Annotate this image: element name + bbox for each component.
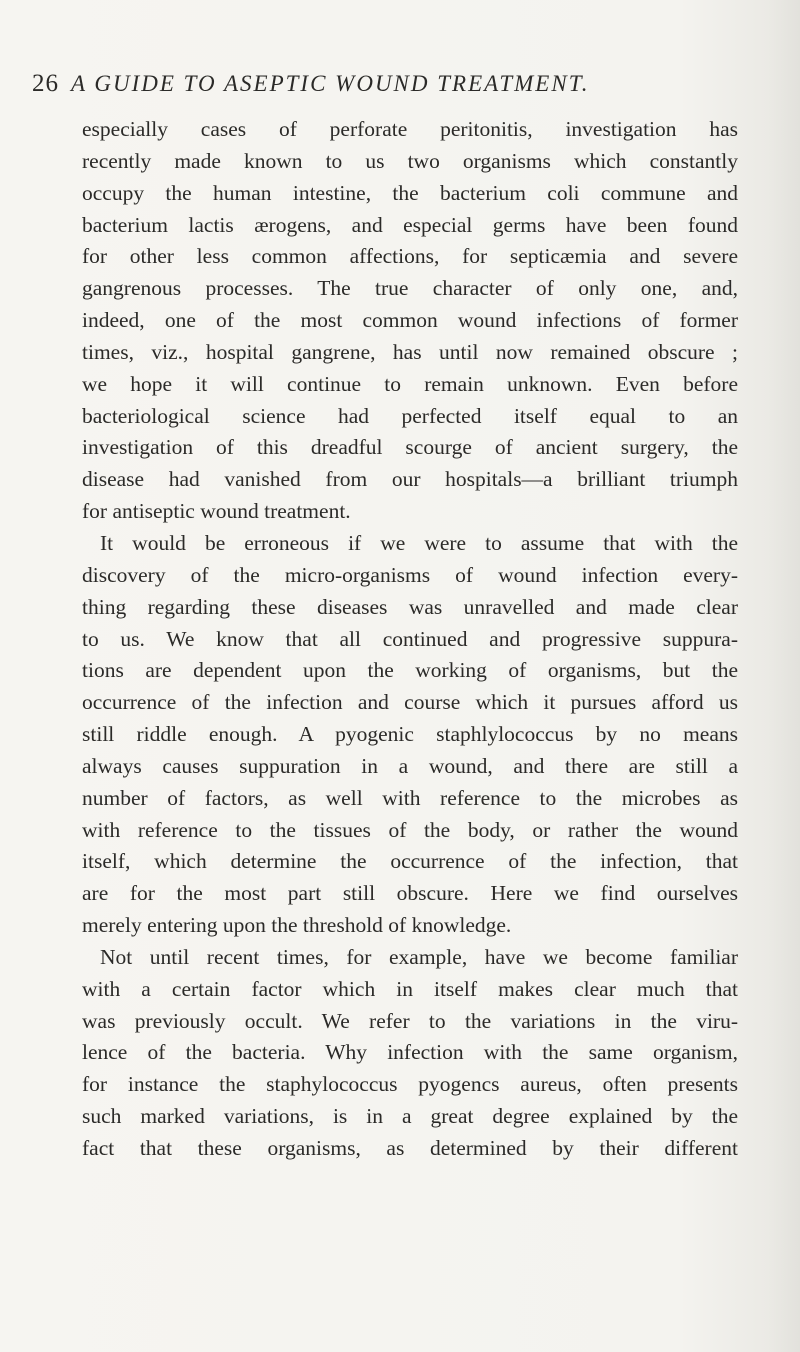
text-line: investigation of this dreadful scourge of ancient surgery, the — [82, 435, 738, 460]
paragraph — [82, 942, 738, 1165]
text-line: for instance the staphylococcus pyogencs aureus, often presents — [82, 1072, 738, 1097]
text-line: was previously occult. We refer to the variations in the viru- — [82, 1008, 738, 1033]
text-line: occurrence of the infection and course which it pursues afford us — [82, 690, 738, 715]
text-line: bacteriological science had perfected itself equal to an — [82, 403, 738, 428]
running-head — [32, 70, 752, 104]
text-line: number of factors, as well with reference to the microbes as — [82, 785, 738, 810]
text-line: gangrenous processes. The true character of only one, and, — [82, 276, 738, 301]
text-line: Not until recent times, for example, have we become familiar — [100, 944, 738, 969]
text-line: still riddle enough. A pyogenic staphlylococcus by no means — [82, 722, 738, 747]
text-line: thing regarding these diseases was unravelled and made clear — [82, 594, 738, 619]
text-line: are for the most part still obscure. Here we find ourselves — [82, 881, 738, 906]
text-line: indeed, one of the most common wound infections of former — [82, 308, 738, 333]
text-line: to us. We know that all continued and progressive suppura- — [82, 626, 738, 651]
body-text — [82, 114, 738, 1165]
text-line: It would be erroneous if we were to assume that with the — [100, 530, 738, 555]
paragraph — [82, 114, 738, 528]
text-line: always causes suppuration in a wound, and there are still a — [82, 753, 738, 778]
text-line: discovery of the micro-organisms of wound infection every- — [82, 562, 738, 587]
text-line: occupy the human intestine, the bacterium coli commune and — [82, 180, 738, 205]
text-line: tions are dependent upon the working of organisms, but the — [82, 658, 738, 683]
text-line: fact that these organisms, as determined by their different — [82, 1136, 738, 1160]
text-line: especially cases of perforate peritonitis, investigation has — [82, 117, 738, 141]
text-line: times, viz., hospital gangrene, has until now remained obscure ; — [82, 339, 738, 364]
text-line: with a certain factor which in itself makes clear much that — [82, 976, 738, 1001]
paragraph — [82, 528, 738, 942]
text-line: with reference to the tissues of the body, or rather the wound — [82, 817, 738, 842]
text-line: we hope it will continue to remain unknown. Even before — [82, 371, 738, 396]
page-number: 26 — [32, 70, 59, 97]
text-line: for antiseptic wound treatment. — [82, 499, 351, 524]
text-line: such marked variations, is in a great degree explained by the — [82, 1104, 738, 1129]
text-line: merely entering upon the threshold of knowledge. — [82, 913, 512, 938]
running-head-title: A GUIDE TO ASEPTIC WOUND TREATMENT. — [71, 71, 590, 96]
text-line: lence of the bacteria. Why infection with the same organism, — [82, 1040, 738, 1065]
text-line: recently made known to us two organisms which constantly — [82, 148, 738, 173]
text-line: itself, which determine the occurrence of the infection, that — [82, 849, 738, 874]
text-line: disease had vanished from our hospitals—a brilliant triumph — [82, 467, 738, 492]
text-line: for other less common affections, for septicæmia and severe — [82, 244, 738, 269]
text-line: bacterium lactis ærogens, and especial germs have been found — [82, 212, 738, 237]
